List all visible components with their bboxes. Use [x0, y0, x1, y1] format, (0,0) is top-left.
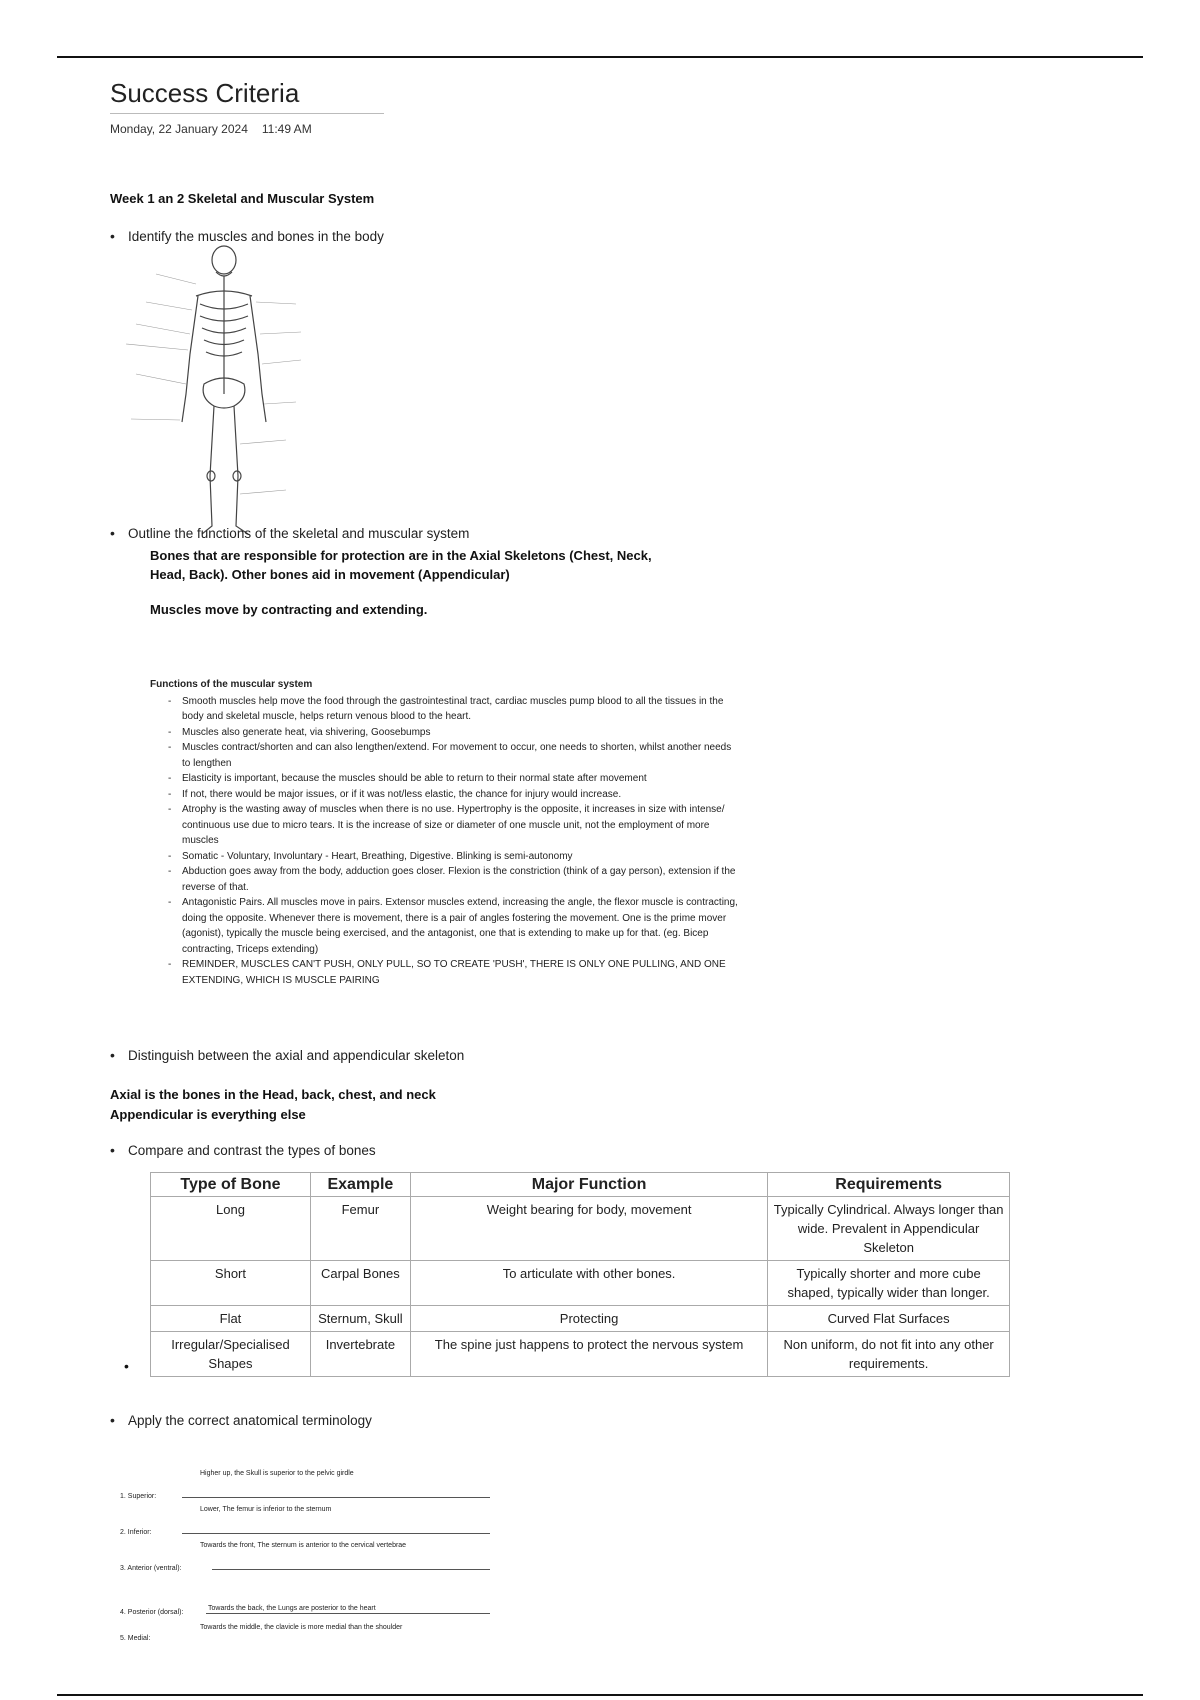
skeleton-diagram — [116, 244, 326, 542]
muscles-move-note: Muscles move by contracting and extending. — [150, 602, 428, 617]
term-line — [212, 1569, 490, 1570]
table-cell: Typically shorter and more cube shaped, typically wider than longer. — [768, 1261, 1010, 1306]
criteria-bullet-2: • Outline the functions of the skeletal and muscular system — [128, 526, 469, 541]
axial-note: Axial is the bones in the Head, back, chest, and neck — [110, 1087, 436, 1102]
list-item: - Antagonistic Pairs. All muscles move in pairs. Extensor muscles extend, increasing the angle, the flexor muscle is contracting, doing the opposite. Whenever there is movement, there is a pair of angles fostering the movement. One is the prime mover (agonist), typically the muscle being exercised, and the antagonist, one that is extending to make up for that. (eg. Bicep contracting, Triceps extending) — [182, 895, 740, 957]
term-line — [182, 1497, 490, 1498]
term-label: 1. Superior: — [120, 1493, 157, 1500]
page-time: 11:49 AM — [261, 122, 312, 136]
header-example: Example — [310, 1173, 410, 1197]
table-cell: Femur — [310, 1197, 410, 1261]
criteria-bullet-5: • Apply the correct anatomical terminology — [128, 1413, 372, 1428]
term-answer: Towards the front, The sternum is anterior to the cervical vertebrae — [200, 1542, 407, 1549]
table-cell: The spine just happens to protect the nervous system — [410, 1332, 767, 1377]
top-rule — [57, 56, 1143, 58]
table-row — [151, 1332, 1010, 1377]
list-item: - Abduction goes away from the body, adduction goes closer. Flexion is the constriction (think of a gay person), extension if the reverse of that. — [182, 864, 740, 895]
list-item: - If not, there would be major issues, or if it was not/less elastic, the chance for injury would increase. — [182, 787, 740, 803]
criteria-bullet-4: • Compare and contrast the types of bones — [128, 1143, 376, 1158]
table-row — [151, 1197, 1010, 1261]
term-row — [120, 1542, 490, 1574]
term-row — [120, 1470, 490, 1502]
functions-list — [150, 694, 740, 989]
table-cell: Protecting — [410, 1306, 767, 1332]
muscular-functions — [150, 677, 740, 988]
header-requirements: Requirements — [768, 1173, 1010, 1197]
list-item: - Muscles also generate heat, via shivering, Goosebumps — [182, 725, 740, 741]
table-cell: Sternum, Skull — [310, 1306, 410, 1332]
list-item: - Elasticity is important, because the muscles should be able to return to their normal state after movement — [182, 771, 740, 787]
section-heading: Week 1 an 2 Skeletal and Muscular System — [110, 191, 375, 206]
table-cell: Long — [151, 1197, 311, 1261]
table-cell: Non uniform, do not fit into any other requirements. — [768, 1332, 1010, 1377]
table-cell: Carpal Bones — [310, 1261, 410, 1306]
page-title: Success Criteria — [110, 78, 384, 114]
term-label: 5. Medial: — [120, 1635, 151, 1642]
page-date: Monday, 22 January 2024 — [110, 122, 248, 136]
table-header-row — [151, 1173, 1010, 1197]
table-cell: Irregular/Specialised Shapes — [151, 1332, 311, 1377]
table-cell: Short — [151, 1261, 311, 1306]
list-item: - REMINDER, MUSCLES CAN'T PUSH, ONLY PULL, SO TO CREATE 'PUSH', THERE IS ONLY ONE PULLING, AND ONE EXTENDING, WHICH IS MUSCLE PAIRING — [182, 957, 740, 988]
term-answer: Lower, The femur is inferior to the sternum — [200, 1506, 332, 1513]
criteria-bullet-1: • Identify the muscles and bones in the body — [128, 229, 384, 244]
header-type: Type of Bone — [151, 1173, 311, 1197]
list-item: - Atrophy is the wasting away of muscles when there is no use. Hypertrophy is the opposite, it increases in size with intense/ continuous use due to micro tears. It is the increase of size or diameter of one muscle unit, not the employment of more muscles — [182, 802, 740, 849]
term-label: 3. Anterior (ventral): — [120, 1565, 182, 1572]
list-item: - Muscles contract/shorten and can also lengthen/extend. For movement to occur, one needs to shorten, whilst another needs to lengthen — [182, 740, 740, 771]
term-row — [120, 1586, 490, 1618]
functions-heading: Functions of the muscular system — [150, 679, 313, 690]
bottom-rule — [57, 1694, 1143, 1696]
table-cell: Flat — [151, 1306, 311, 1332]
term-label: 4. Posterior (dorsal): — [120, 1609, 184, 1616]
page-timestamp — [110, 122, 1110, 136]
table-bullet: • — [124, 1358, 129, 1374]
term-row — [120, 1506, 490, 1538]
table-row — [151, 1261, 1010, 1306]
table-cell: Curved Flat Surfaces — [768, 1306, 1010, 1332]
term-line — [206, 1613, 490, 1614]
table-cell: To articulate with other bones. — [410, 1261, 767, 1306]
table-cell: Typically Cylindrical. Always longer than wide. Prevalent in Appendicular Skeleton — [768, 1197, 1010, 1261]
criteria-bullet-3: • Distinguish between the axial and appendicular skeleton — [128, 1048, 464, 1063]
term-row — [120, 1622, 490, 1642]
header-function: Major Function — [410, 1173, 767, 1197]
bone-types-table — [150, 1172, 1010, 1377]
protection-note: Bones that are responsible for protection are in the Axial Skeletons (Chest, Neck, Head, Back). Other bones aid in movement (Appendicular) — [150, 548, 652, 582]
table-cell: Invertebrate — [310, 1332, 410, 1377]
term-answer: Towards the back, the Lungs are posterior to the heart — [208, 1605, 376, 1612]
table-row — [151, 1306, 1010, 1332]
appendicular-note: Appendicular is everything else — [110, 1107, 306, 1122]
term-answer: Higher up, the Skull is superior to the pelvic girdle — [200, 1470, 354, 1477]
table-cell: Weight bearing for body, movement — [410, 1197, 767, 1261]
term-answer: Towards the middle, the clavicle is more medial than the shoulder — [200, 1624, 403, 1631]
list-item: - Smooth muscles help move the food through the gastrointestinal tract, cardiac muscles pump blood to all the tissues in the body and skeletal muscle, helps return venous blood to the heart. — [182, 694, 740, 725]
term-line — [182, 1533, 490, 1534]
term-label: 2. Inferior: — [120, 1529, 152, 1536]
list-item: - Somatic - Voluntary, Involuntary - Heart, Breathing, Digestive. Blinking is semi-autonomy — [182, 849, 740, 865]
note-page — [110, 78, 1110, 1642]
